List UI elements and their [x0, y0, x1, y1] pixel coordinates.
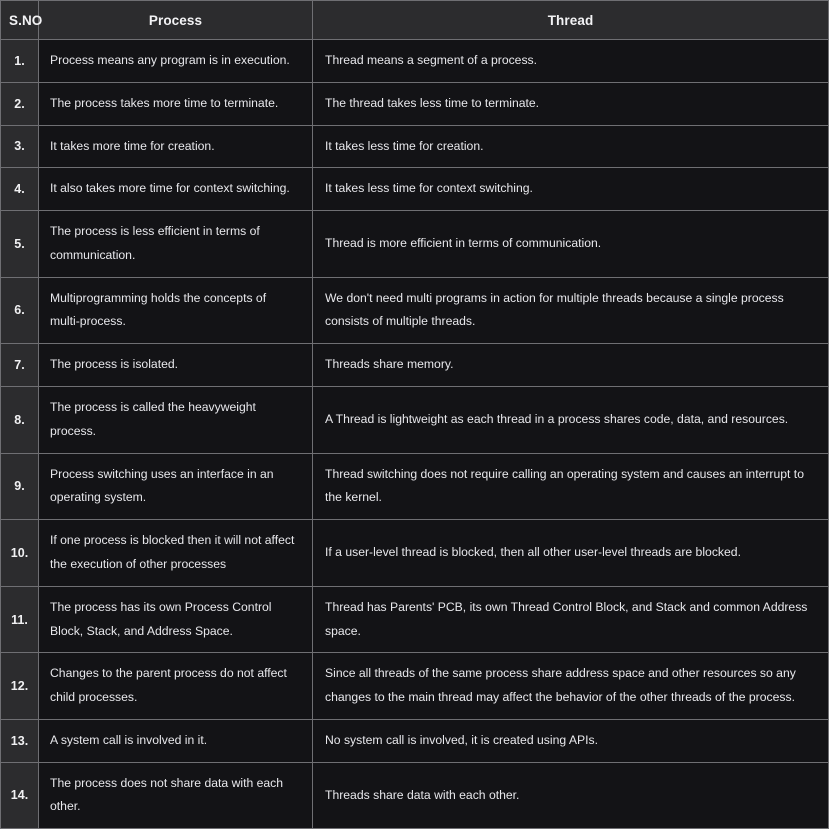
thread-description-cell: Since all threads of the same process share address space and other resources so any changes to the main thread may affect the behavior of the other threads of the process.	[313, 653, 829, 720]
thread-description-cell: It takes less time for creation.	[313, 125, 829, 168]
row-number-cell: 5.	[1, 211, 39, 278]
row-number-cell: 9.	[1, 453, 39, 520]
process-description-cell: Process switching uses an interface in an operating system.	[39, 453, 313, 520]
process-description-cell: Multiprogramming holds the concepts of multi-process.	[39, 277, 313, 344]
column-header-thread: Thread	[313, 1, 829, 40]
process-description-cell: The process is less efficient in terms of communication.	[39, 211, 313, 278]
thread-description-cell: Thread switching does not require calling an operating system and causes an interrupt to the kernel.	[313, 453, 829, 520]
thread-description-cell: Threads share data with each other.	[313, 762, 829, 829]
table-row	[1, 762, 829, 829]
thread-description-cell: No system call is involved, it is created using APIs.	[313, 719, 829, 762]
table-row	[1, 125, 829, 168]
process-description-cell: It also takes more time for context switching.	[39, 168, 313, 211]
row-number-cell: 4.	[1, 168, 39, 211]
table-row	[1, 520, 829, 587]
row-number-cell: 6.	[1, 277, 39, 344]
thread-description-cell: It takes less time for context switching.	[313, 168, 829, 211]
table-row	[1, 653, 829, 720]
thread-description-cell: Thread means a segment of a process.	[313, 40, 829, 83]
thread-description-cell: We don't need multi programs in action for multiple threads because a single process consists of multiple threads.	[313, 277, 829, 344]
row-number-cell: 3.	[1, 125, 39, 168]
column-header-sno: S.NO	[1, 1, 39, 40]
process-description-cell: It takes more time for creation.	[39, 125, 313, 168]
thread-description-cell: Thread has Parents' PCB, its own Thread Control Block, and Stack and common Address space.	[313, 586, 829, 653]
process-description-cell: The process is isolated.	[39, 344, 313, 387]
table-row	[1, 40, 829, 83]
table-row	[1, 168, 829, 211]
row-number-cell: 11.	[1, 586, 39, 653]
table-row	[1, 719, 829, 762]
process-description-cell: The process has its own Process Control Block, Stack, and Address Space.	[39, 586, 313, 653]
row-number-cell: 7.	[1, 344, 39, 387]
process-description-cell: If one process is blocked then it will not affect the execution of other processes	[39, 520, 313, 587]
table-row	[1, 277, 829, 344]
process-description-cell: The process is called the heavyweight process.	[39, 387, 313, 454]
table-row	[1, 344, 829, 387]
thread-description-cell: A Thread is lightweight as each thread in a process shares code, data, and resources.	[313, 387, 829, 454]
table-row	[1, 82, 829, 125]
row-number-cell: 12.	[1, 653, 39, 720]
column-header-process: Process	[39, 1, 313, 40]
table-row	[1, 211, 829, 278]
process-description-cell: Changes to the parent process do not affect child processes.	[39, 653, 313, 720]
row-number-cell: 1.	[1, 40, 39, 83]
row-number-cell: 8.	[1, 387, 39, 454]
process-description-cell: Process means any program is in execution.	[39, 40, 313, 83]
table-body	[1, 40, 829, 829]
row-number-cell: 10.	[1, 520, 39, 587]
thread-description-cell: If a user-level thread is blocked, then all other user-level threads are blocked.	[313, 520, 829, 587]
process-description-cell: The process takes more time to terminate.	[39, 82, 313, 125]
table-row	[1, 586, 829, 653]
table-row	[1, 453, 829, 520]
table-header-row	[1, 1, 829, 40]
process-description-cell: A system call is involved in it.	[39, 719, 313, 762]
thread-description-cell: The thread takes less time to terminate.	[313, 82, 829, 125]
row-number-cell: 14.	[1, 762, 39, 829]
row-number-cell: 2.	[1, 82, 39, 125]
thread-description-cell: Threads share memory.	[313, 344, 829, 387]
table-row	[1, 387, 829, 454]
process-description-cell: The process does not share data with each other.	[39, 762, 313, 829]
row-number-cell: 13.	[1, 719, 39, 762]
table-header	[1, 1, 829, 40]
thread-description-cell: Thread is more efficient in terms of communication.	[313, 211, 829, 278]
